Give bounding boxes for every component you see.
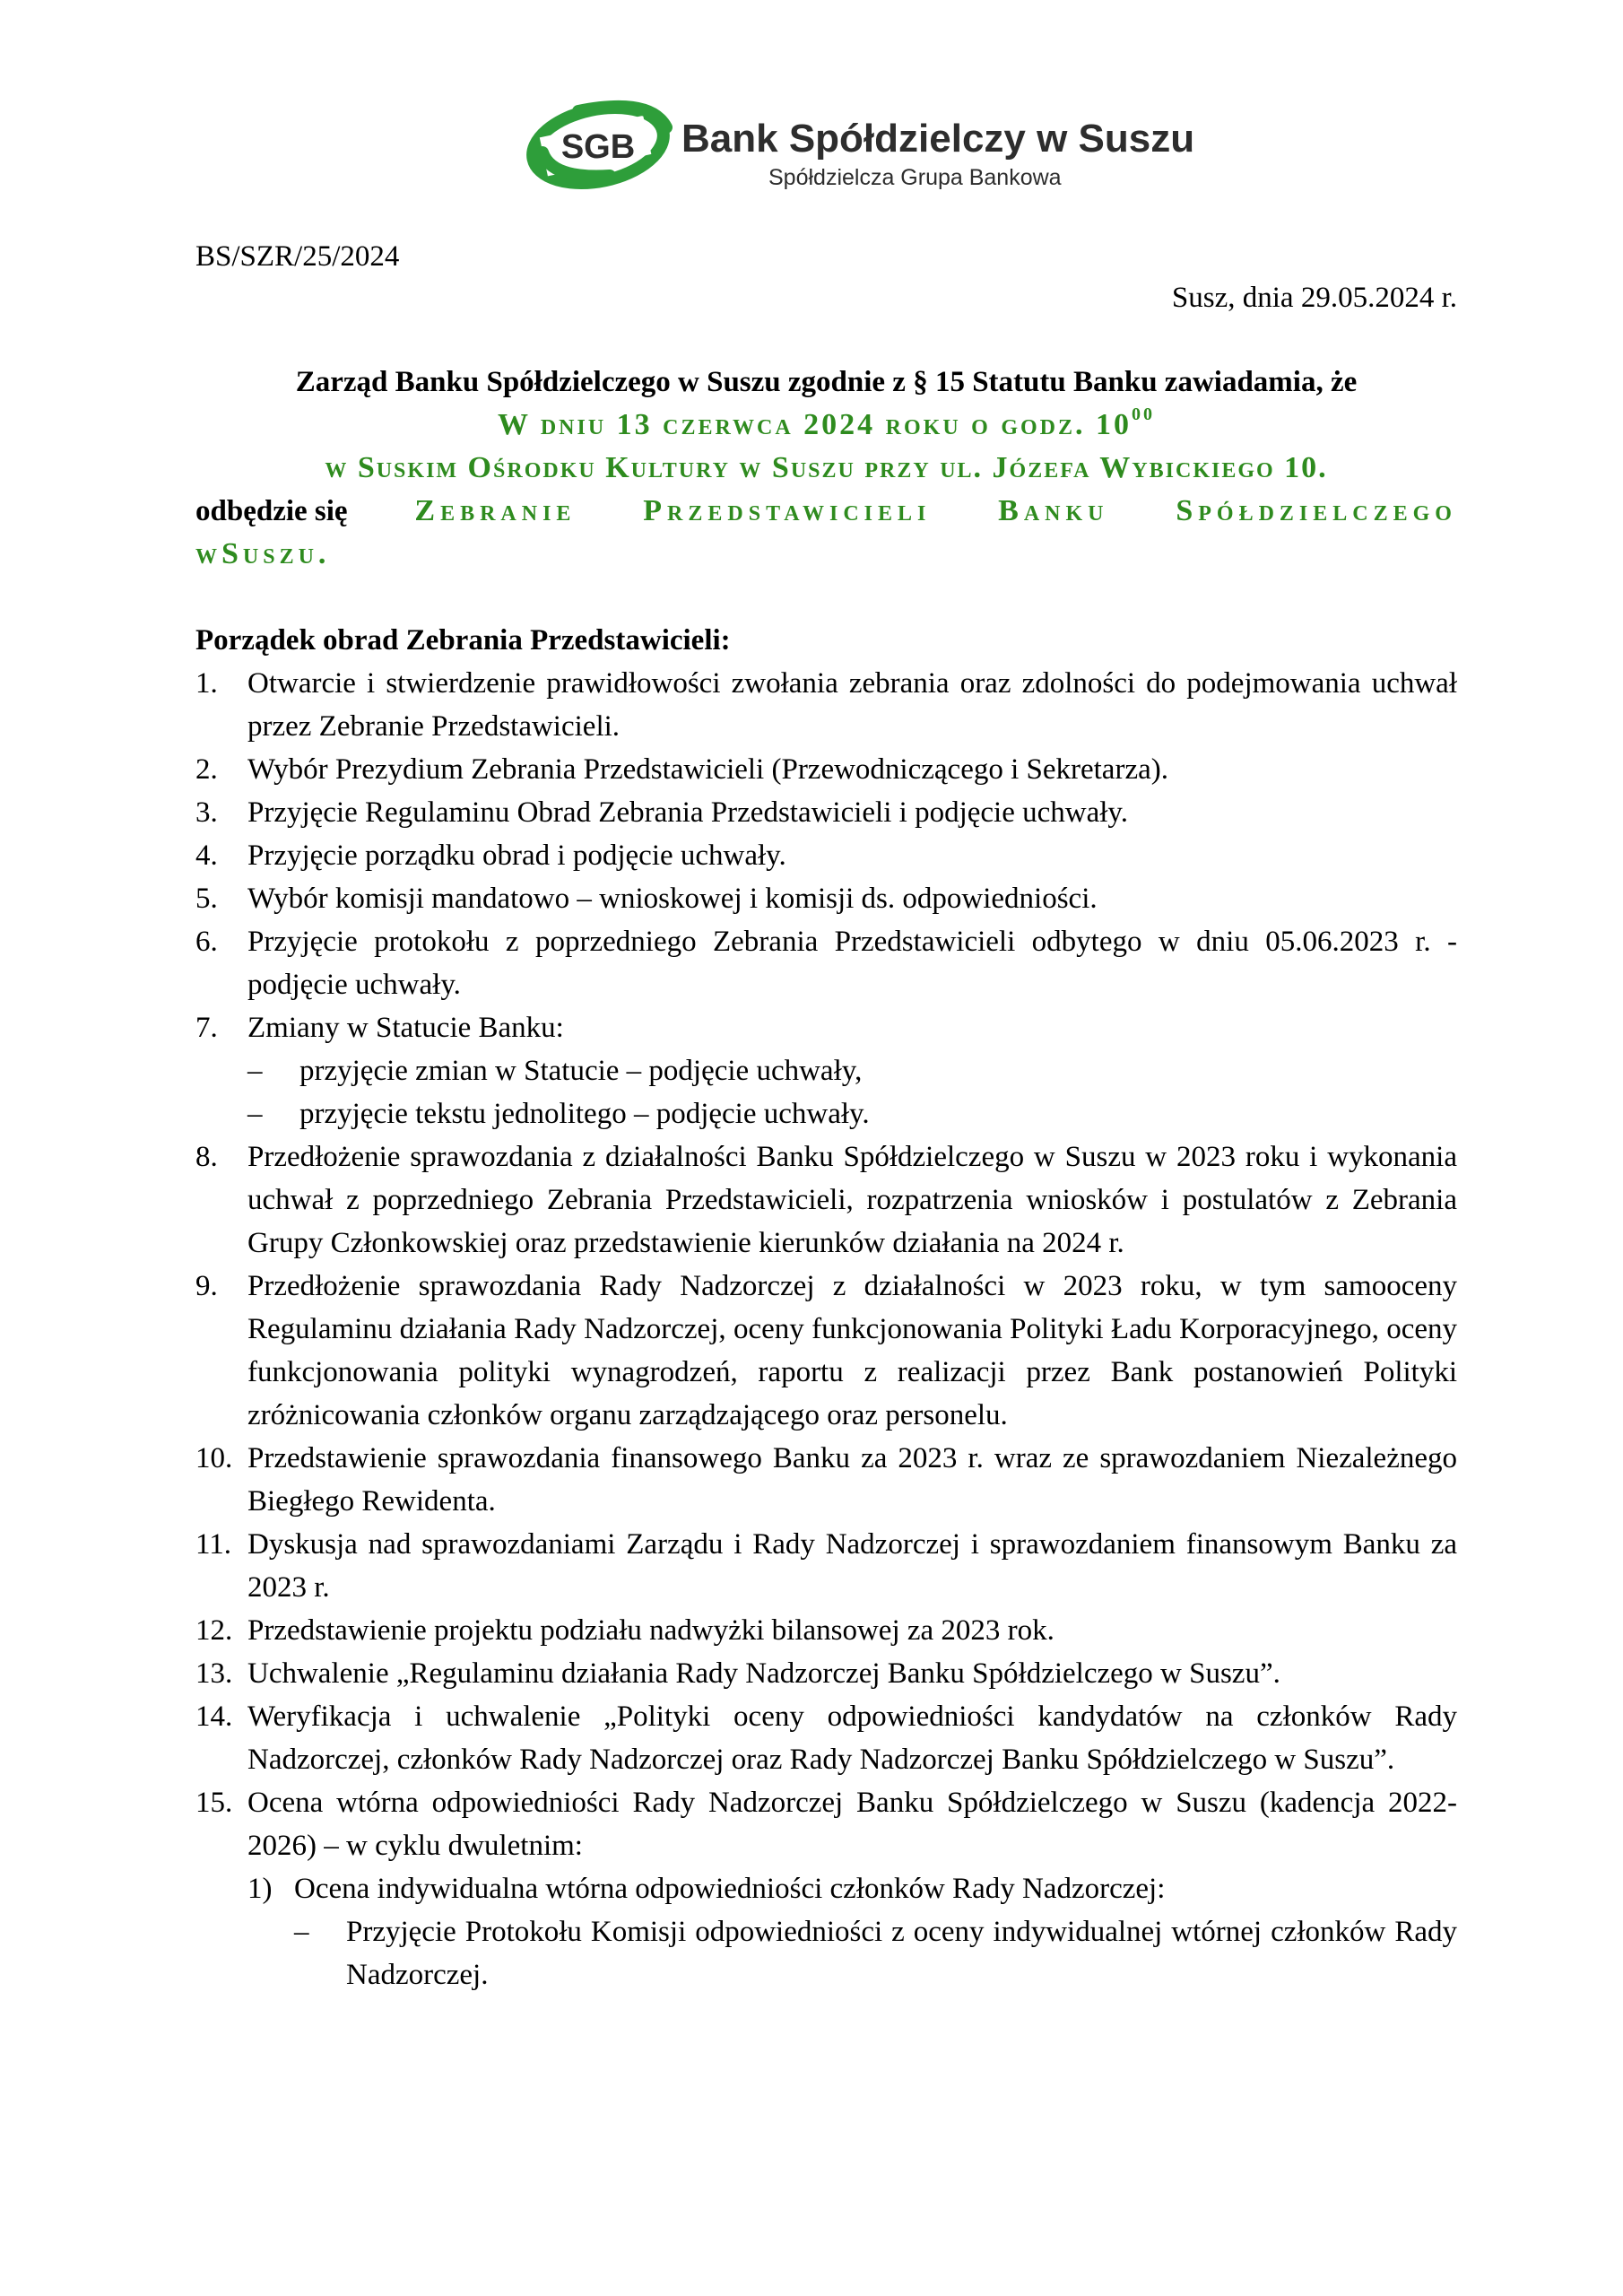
agenda-item-text: Przedstawienie projektu podziału nadwyżki bilansowej za 2023 rok. [247, 1614, 1055, 1647]
agenda-bullet [294, 1910, 1457, 1996]
agenda-item [195, 834, 1457, 877]
event-word: Spółdzielczego [1176, 494, 1457, 527]
agenda-item-number: 7. [195, 1012, 218, 1044]
agenda-sublist [247, 1049, 1457, 1135]
agenda-item [195, 1437, 1457, 1523]
agenda-bullet [247, 1092, 1457, 1135]
announcement-date-line [195, 404, 1457, 447]
agenda-item-number: 10. [195, 1442, 233, 1474]
intro-line: Zarząd Banku Spółdzielczego w Suszu zgodnie z § 15 Statutu Banku zawiadamia, że [295, 366, 1358, 398]
agenda-item-number: 6. [195, 926, 218, 958]
logo-badge: SGB [560, 128, 636, 166]
agenda-item [195, 1265, 1457, 1437]
agenda-item-text: Otwarcie i stwierdzenie prawidłowości zwołania zebrania oraz zdolności do podejmowania uchwał przez Zebranie Przedstawicieli. [247, 667, 1457, 743]
agenda-subitem-number: 1) [247, 1873, 273, 1905]
agenda-item [195, 662, 1457, 748]
agenda-item [195, 1652, 1457, 1695]
agenda-subitem-text: Ocena indywidualna wtórna odpowiedniości członków Rady Nadzorczej: [294, 1873, 1166, 1905]
agenda-item-text: Ocena wtórna odpowiedniości Rady Nadzorczej Banku Spółdzielczego w Suszu (kadencja 2022-2026) – w cyklu dwuletnim: [247, 1787, 1457, 1862]
agenda-subitem [247, 1867, 1457, 1996]
agenda-subitems [247, 1867, 1457, 1996]
announcement-date-text: W dniu 13 czerwca 2024 roku o godz. 10 [497, 408, 1133, 441]
agenda-item-text: Przedłożenie sprawozdania Rady Nadzorczej z działalności w 2023 roku, w tym samooceny Regulaminu działania Rady Nadzorczej, oceny funkcjonowania Polityki Ładu Korporacyjnego, oceny funkcjonowania polityki wynagrodzeń, raportu z realizacji przez Bank postanowień Polityki zróżnicowania członków organu zarządzającego oraz personelu. [247, 1270, 1457, 1431]
agenda-title: Porządek obrad Zebrania Przedstawicieli: [195, 624, 731, 657]
agenda-item [195, 1006, 1457, 1135]
agenda-item [195, 877, 1457, 920]
agenda-item-text: Przyjęcie Regulaminu Obrad Zebrania Przedstawicieli i podjęcie uchwały. [247, 796, 1128, 829]
agenda-item [195, 920, 1457, 1006]
agenda-item-text: Wybór Prezydium Zebrania Przedstawicieli (Przewodniczącego i Sekretarza). [247, 753, 1168, 786]
announcement-venue-line: w Suskim Ośrodku Kultury w Suszu przy ul. Józefa Wybickiego 10. [325, 451, 1328, 484]
event-word: Banku [998, 494, 1109, 527]
logo-title: Bank Spółdzielczy w Suszu [681, 117, 1195, 161]
agenda-item-number: 3. [195, 796, 218, 829]
reference-number: BS/SZR/25/2024 [195, 240, 400, 273]
agenda-bullet [247, 1049, 1457, 1092]
logo-subtitle: Spółdzielcza Grupa Bankowa [768, 165, 1062, 190]
agenda-item-text: Zmiany w Statucie Banku: [247, 1012, 564, 1044]
agenda-item-text: Uchwalenie „Regulaminu działania Rady Nadzorczej Banku Spółdzielczego w Suszu”. [247, 1657, 1280, 1690]
agenda-item [195, 1609, 1457, 1652]
dash-icon: – [247, 1098, 263, 1130]
agenda-item-text: Wybór komisji mandatowo – wnioskowej i komisji ds. odpowiedniości. [247, 883, 1098, 915]
bank-logo [525, 90, 1195, 197]
agenda-item-number: 15. [195, 1787, 233, 1819]
agenda-item [195, 1523, 1457, 1609]
agenda-item-text: Przyjęcie porządku obrad i podjęcie uchwały. [247, 839, 786, 872]
announcement-place-end: wSuszu. [195, 537, 331, 570]
event-word: Przedstawicieli [643, 494, 932, 527]
agenda-bullet-text: przyjęcie tekstu jednolitego – podjęcie uchwały. [299, 1098, 870, 1130]
agenda-item [195, 791, 1457, 834]
agenda-item-number: 13. [195, 1657, 233, 1690]
agenda-item-number: 11. [195, 1528, 232, 1561]
announcement-time-sup: 00 [1132, 404, 1156, 424]
dash-icon: – [247, 1055, 263, 1087]
agenda-item [195, 1135, 1457, 1265]
agenda-sublist [294, 1910, 1457, 1996]
agenda-item-number: 1. [195, 667, 218, 700]
agenda-item [195, 748, 1457, 791]
agenda-item-text: Przyjęcie protokołu z poprzedniego Zebrania Przedstawicieli odbytego w dniu 05.06.2023 r. - podjęcie uchwały. [247, 926, 1457, 1001]
dash-icon: – [294, 1916, 309, 1948]
agenda-list [195, 662, 1457, 1996]
agenda-item-text: Dyskusja nad sprawozdaniami Zarządu i Rady Nadzorczej i sprawozdaniem finansowym Banku za 2023 r. [247, 1528, 1457, 1604]
agenda-item [195, 1695, 1457, 1781]
agenda-item-number: 8. [195, 1141, 218, 1173]
agenda-item-text: Przedłożenie sprawozdania z działalności Banku Spółdzielczego w Suszu w 2023 roku i wykonania uchwał z poprzedniego Zebrania Przedstawicieli, rozpatrzenia wniosków i postulatów z Zebrania Grupy Członkowskiej oraz przedstawienie kierunków działania na 2024 r. [247, 1141, 1457, 1259]
sgb-logo-icon [525, 90, 677, 197]
agenda-bullet-text: Przyjęcie Protokołu Komisji odpowiedniości z oceny indywidualnej wtórnej członków Rady Nadzorczej. [346, 1916, 1457, 1991]
agenda-item [195, 1781, 1457, 1996]
event-lead: odbędzie się [195, 495, 348, 527]
agenda-bullet-text: przyjęcie zmian w Statucie – podjęcie uchwały, [299, 1055, 863, 1087]
agenda-item-number: 9. [195, 1270, 218, 1302]
agenda-item-number: 12. [195, 1614, 233, 1647]
agenda-item-number: 5. [195, 883, 218, 915]
agenda-item-number: 2. [195, 753, 218, 786]
agenda-item-number: 14. [195, 1700, 233, 1733]
agenda-item-text: Przedstawienie sprawozdania finansowego Banku za 2023 r. wraz ze sprawozdaniem Niezależnego Biegłego Rewidenta. [247, 1442, 1457, 1518]
agenda-item-number: 4. [195, 839, 218, 872]
announcement-event-line [195, 490, 1457, 533]
event-word: Zebranie [414, 494, 577, 527]
agenda-item-text: Weryfikacja i uchwalenie „Polityki oceny odpowiedniości kandydatów na członków Rady Nadzorczej, członków Rady Nadzorczej oraz Rady Nadzorczej Banku Spółdzielczego w Suszu”. [247, 1700, 1457, 1776]
date-line: Susz, dnia 29.05.2024 r. [1171, 282, 1457, 314]
